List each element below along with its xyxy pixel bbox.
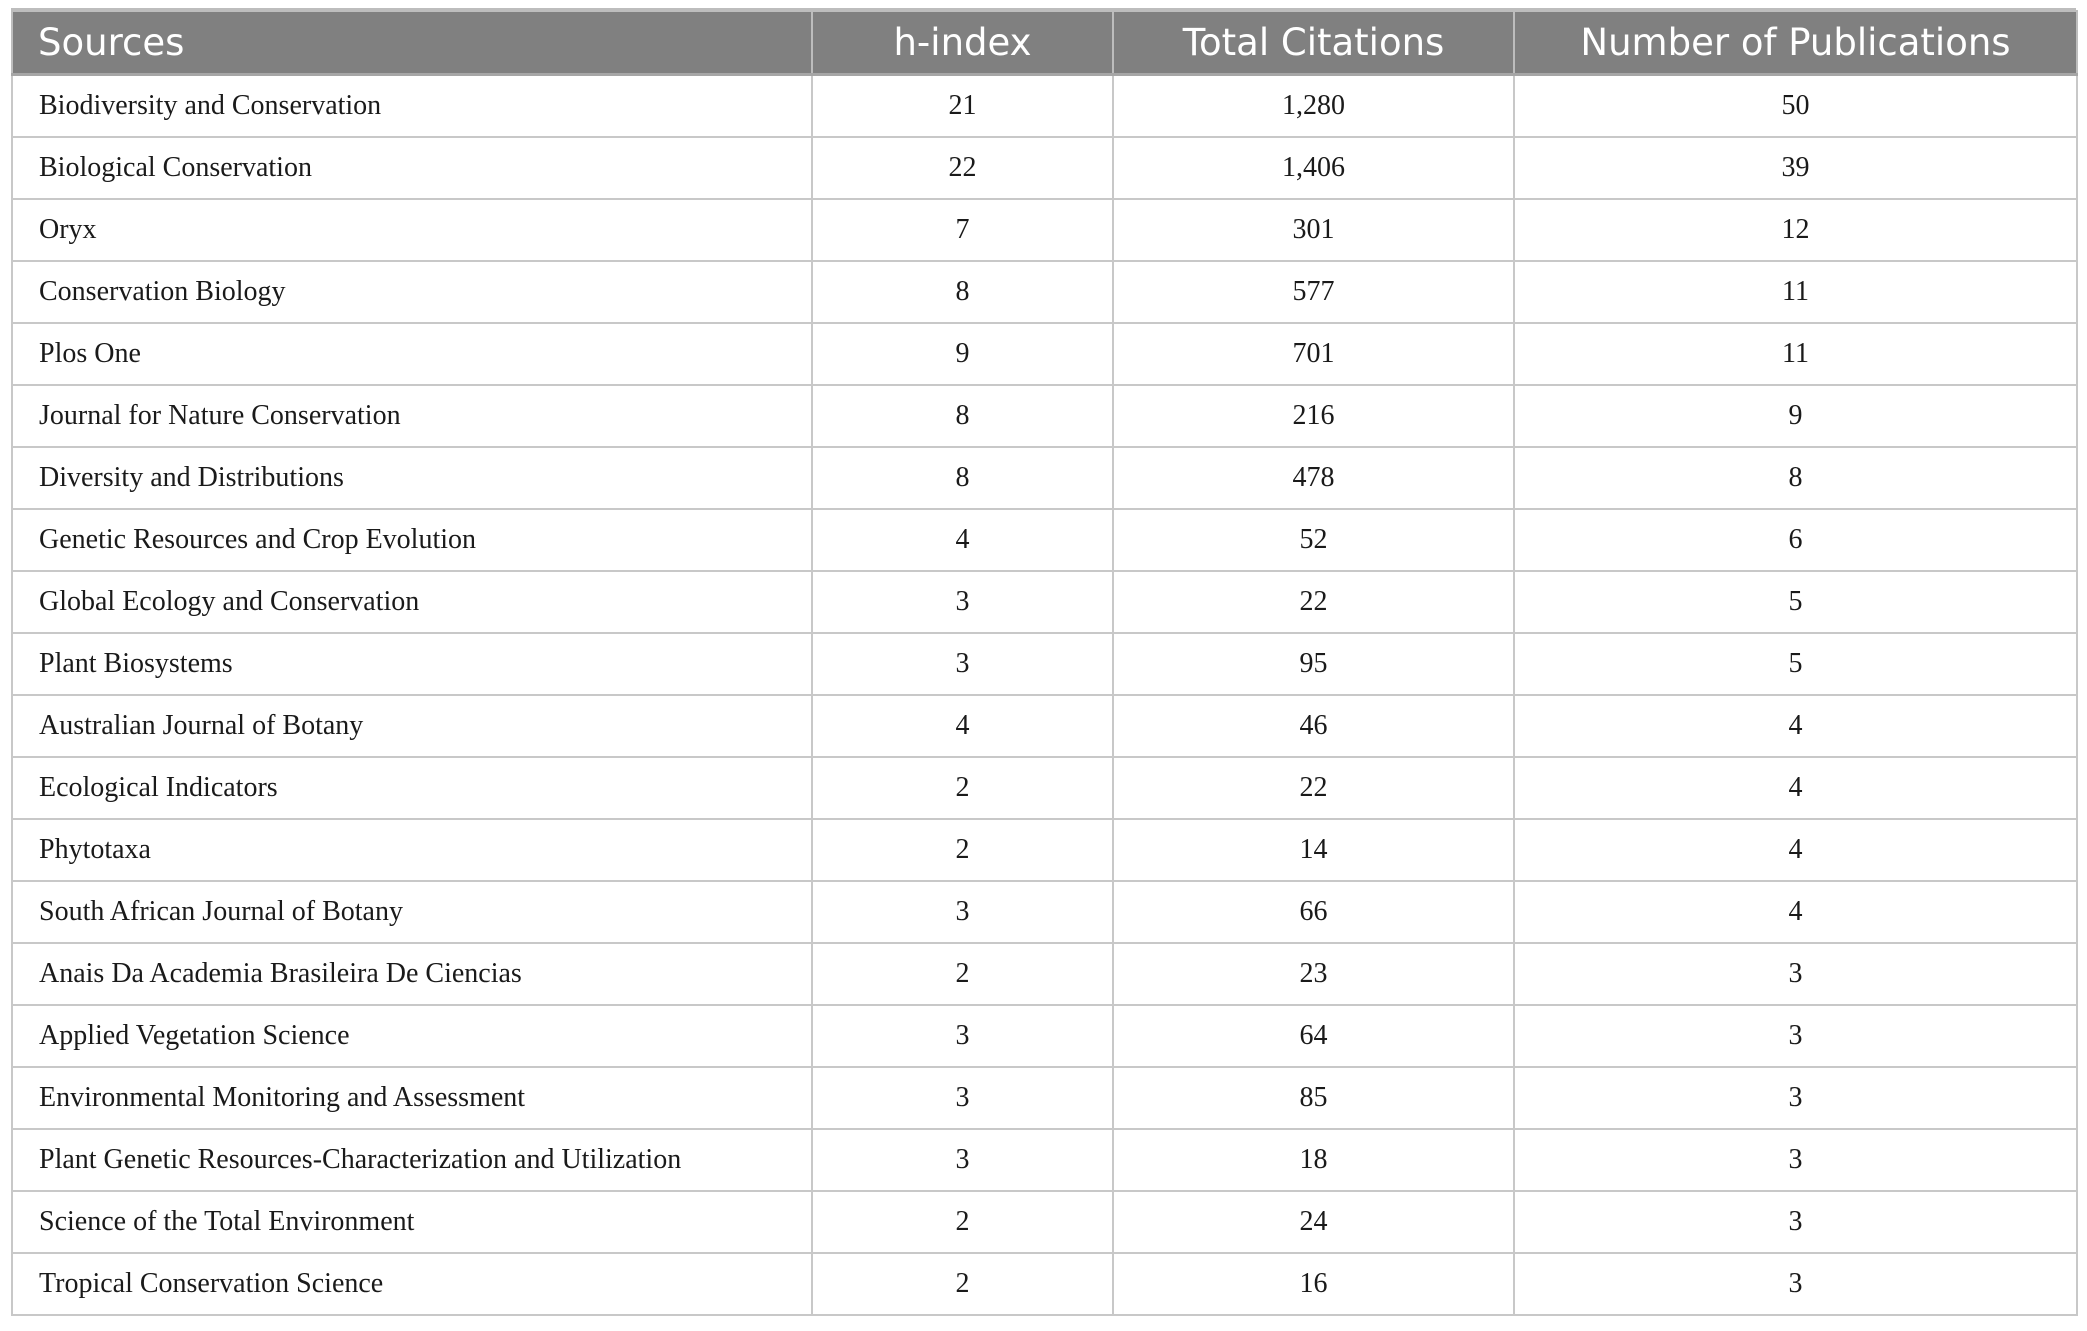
total-citations-cell: 52 bbox=[1113, 509, 1514, 571]
h-index-cell: 8 bbox=[812, 385, 1113, 447]
publications-cell: 4 bbox=[1514, 881, 2077, 943]
h-index-cell: 8 bbox=[812, 261, 1113, 323]
total-citations-cell: 1,280 bbox=[1113, 75, 1514, 138]
header-sources: Sources bbox=[12, 11, 812, 75]
table-row bbox=[12, 633, 2077, 695]
h-index-cell: 21 bbox=[812, 75, 1113, 138]
total-citations-cell: 301 bbox=[1113, 199, 1514, 261]
h-index-cell: 3 bbox=[812, 881, 1113, 943]
publications-cell: 6 bbox=[1514, 509, 2077, 571]
total-citations-cell: 478 bbox=[1113, 447, 1514, 509]
publications-cell: 9 bbox=[1514, 385, 2077, 447]
h-index-cell: 22 bbox=[812, 137, 1113, 199]
total-citations-cell: 46 bbox=[1113, 695, 1514, 757]
h-index-cell: 4 bbox=[812, 695, 1113, 757]
publications-cell: 3 bbox=[1514, 943, 2077, 1005]
h-index-cell: 8 bbox=[812, 447, 1113, 509]
source-cell: Biodiversity and Conservation bbox=[12, 75, 812, 138]
table-row bbox=[12, 1005, 2077, 1067]
table-row bbox=[12, 323, 2077, 385]
table-row bbox=[12, 1129, 2077, 1191]
table-row bbox=[12, 1253, 2077, 1315]
table-row bbox=[12, 447, 2077, 509]
h-index-cell: 2 bbox=[812, 1191, 1113, 1253]
h-index-cell: 2 bbox=[812, 943, 1113, 1005]
table-row bbox=[12, 137, 2077, 199]
table-header bbox=[12, 11, 2077, 75]
publications-cell: 5 bbox=[1514, 571, 2077, 633]
source-cell: Tropical Conservation Science bbox=[12, 1253, 812, 1315]
table-row bbox=[12, 199, 2077, 261]
h-index-cell: 3 bbox=[812, 633, 1113, 695]
table-row bbox=[12, 1191, 2077, 1253]
publications-cell: 8 bbox=[1514, 447, 2077, 509]
table-row bbox=[12, 261, 2077, 323]
source-cell: Journal for Nature Conservation bbox=[12, 385, 812, 447]
total-citations-cell: 701 bbox=[1113, 323, 1514, 385]
publications-cell: 5 bbox=[1514, 633, 2077, 695]
source-cell: Diversity and Distributions bbox=[12, 447, 812, 509]
source-cell: Conservation Biology bbox=[12, 261, 812, 323]
source-cell: Science of the Total Environment bbox=[12, 1191, 812, 1253]
publications-cell: 3 bbox=[1514, 1129, 2077, 1191]
h-index-cell: 3 bbox=[812, 571, 1113, 633]
h-index-cell: 4 bbox=[812, 509, 1113, 571]
publications-cell: 39 bbox=[1514, 137, 2077, 199]
total-citations-cell: 64 bbox=[1113, 1005, 1514, 1067]
table-row bbox=[12, 819, 2077, 881]
table-row bbox=[12, 757, 2077, 819]
h-index-cell: 2 bbox=[812, 757, 1113, 819]
total-citations-cell: 216 bbox=[1113, 385, 1514, 447]
h-index-cell: 3 bbox=[812, 1067, 1113, 1129]
publications-cell: 50 bbox=[1514, 75, 2077, 138]
h-index-cell: 3 bbox=[812, 1005, 1113, 1067]
publications-cell: 3 bbox=[1514, 1005, 2077, 1067]
source-cell: Global Ecology and Conservation bbox=[12, 571, 812, 633]
total-citations-cell: 22 bbox=[1113, 757, 1514, 819]
table-row bbox=[12, 571, 2077, 633]
total-citations-cell: 577 bbox=[1113, 261, 1514, 323]
total-citations-cell: 23 bbox=[1113, 943, 1514, 1005]
publications-cell: 11 bbox=[1514, 261, 2077, 323]
table-body bbox=[12, 75, 2077, 1316]
total-citations-cell: 14 bbox=[1113, 819, 1514, 881]
total-citations-cell: 16 bbox=[1113, 1253, 1514, 1315]
source-cell: Genetic Resources and Crop Evolution bbox=[12, 509, 812, 571]
source-cell: Environmental Monitoring and Assessment bbox=[12, 1067, 812, 1129]
table-row bbox=[12, 385, 2077, 447]
source-cell: Applied Vegetation Science bbox=[12, 1005, 812, 1067]
total-citations-cell: 95 bbox=[1113, 633, 1514, 695]
table-row bbox=[12, 695, 2077, 757]
h-index-cell: 2 bbox=[812, 1253, 1113, 1315]
source-cell: Phytotaxa bbox=[12, 819, 812, 881]
total-citations-cell: 22 bbox=[1113, 571, 1514, 633]
source-cell: Australian Journal of Botany bbox=[12, 695, 812, 757]
publications-cell: 3 bbox=[1514, 1067, 2077, 1129]
h-index-cell: 7 bbox=[812, 199, 1113, 261]
table-row bbox=[12, 509, 2077, 571]
total-citations-cell: 66 bbox=[1113, 881, 1514, 943]
total-citations-cell: 24 bbox=[1113, 1191, 1514, 1253]
table-row bbox=[12, 943, 2077, 1005]
total-citations-cell: 1,406 bbox=[1113, 137, 1514, 199]
sources-table bbox=[11, 10, 2078, 1316]
publications-cell: 3 bbox=[1514, 1191, 2077, 1253]
publications-cell: 3 bbox=[1514, 1253, 2077, 1315]
h-index-cell: 9 bbox=[812, 323, 1113, 385]
publications-cell: 4 bbox=[1514, 757, 2077, 819]
total-citations-cell: 18 bbox=[1113, 1129, 1514, 1191]
sources-table-container bbox=[11, 10, 2076, 1316]
header-number-of-publications: Number of Publications bbox=[1514, 11, 2077, 75]
source-cell: Plant Genetic Resources-Characterization and Utilization bbox=[12, 1129, 812, 1191]
source-cell: Biological Conservation bbox=[12, 137, 812, 199]
publications-cell: 12 bbox=[1514, 199, 2077, 261]
header-total-citations: Total Citations bbox=[1113, 11, 1514, 75]
source-cell: Oryx bbox=[12, 199, 812, 261]
header-h-index: h-index bbox=[812, 11, 1113, 75]
total-citations-cell: 85 bbox=[1113, 1067, 1514, 1129]
source-cell: Ecological Indicators bbox=[12, 757, 812, 819]
h-index-cell: 2 bbox=[812, 819, 1113, 881]
table-row bbox=[12, 1067, 2077, 1129]
source-cell: Plos One bbox=[12, 323, 812, 385]
publications-cell: 4 bbox=[1514, 695, 2077, 757]
h-index-cell: 3 bbox=[812, 1129, 1113, 1191]
table-row bbox=[12, 881, 2077, 943]
source-cell: Plant Biosystems bbox=[12, 633, 812, 695]
header-row bbox=[12, 11, 2077, 75]
source-cell: Anais Da Academia Brasileira De Ciencias bbox=[12, 943, 812, 1005]
publications-cell: 4 bbox=[1514, 819, 2077, 881]
publications-cell: 11 bbox=[1514, 323, 2077, 385]
table-row bbox=[12, 75, 2077, 138]
source-cell: South African Journal of Botany bbox=[12, 881, 812, 943]
